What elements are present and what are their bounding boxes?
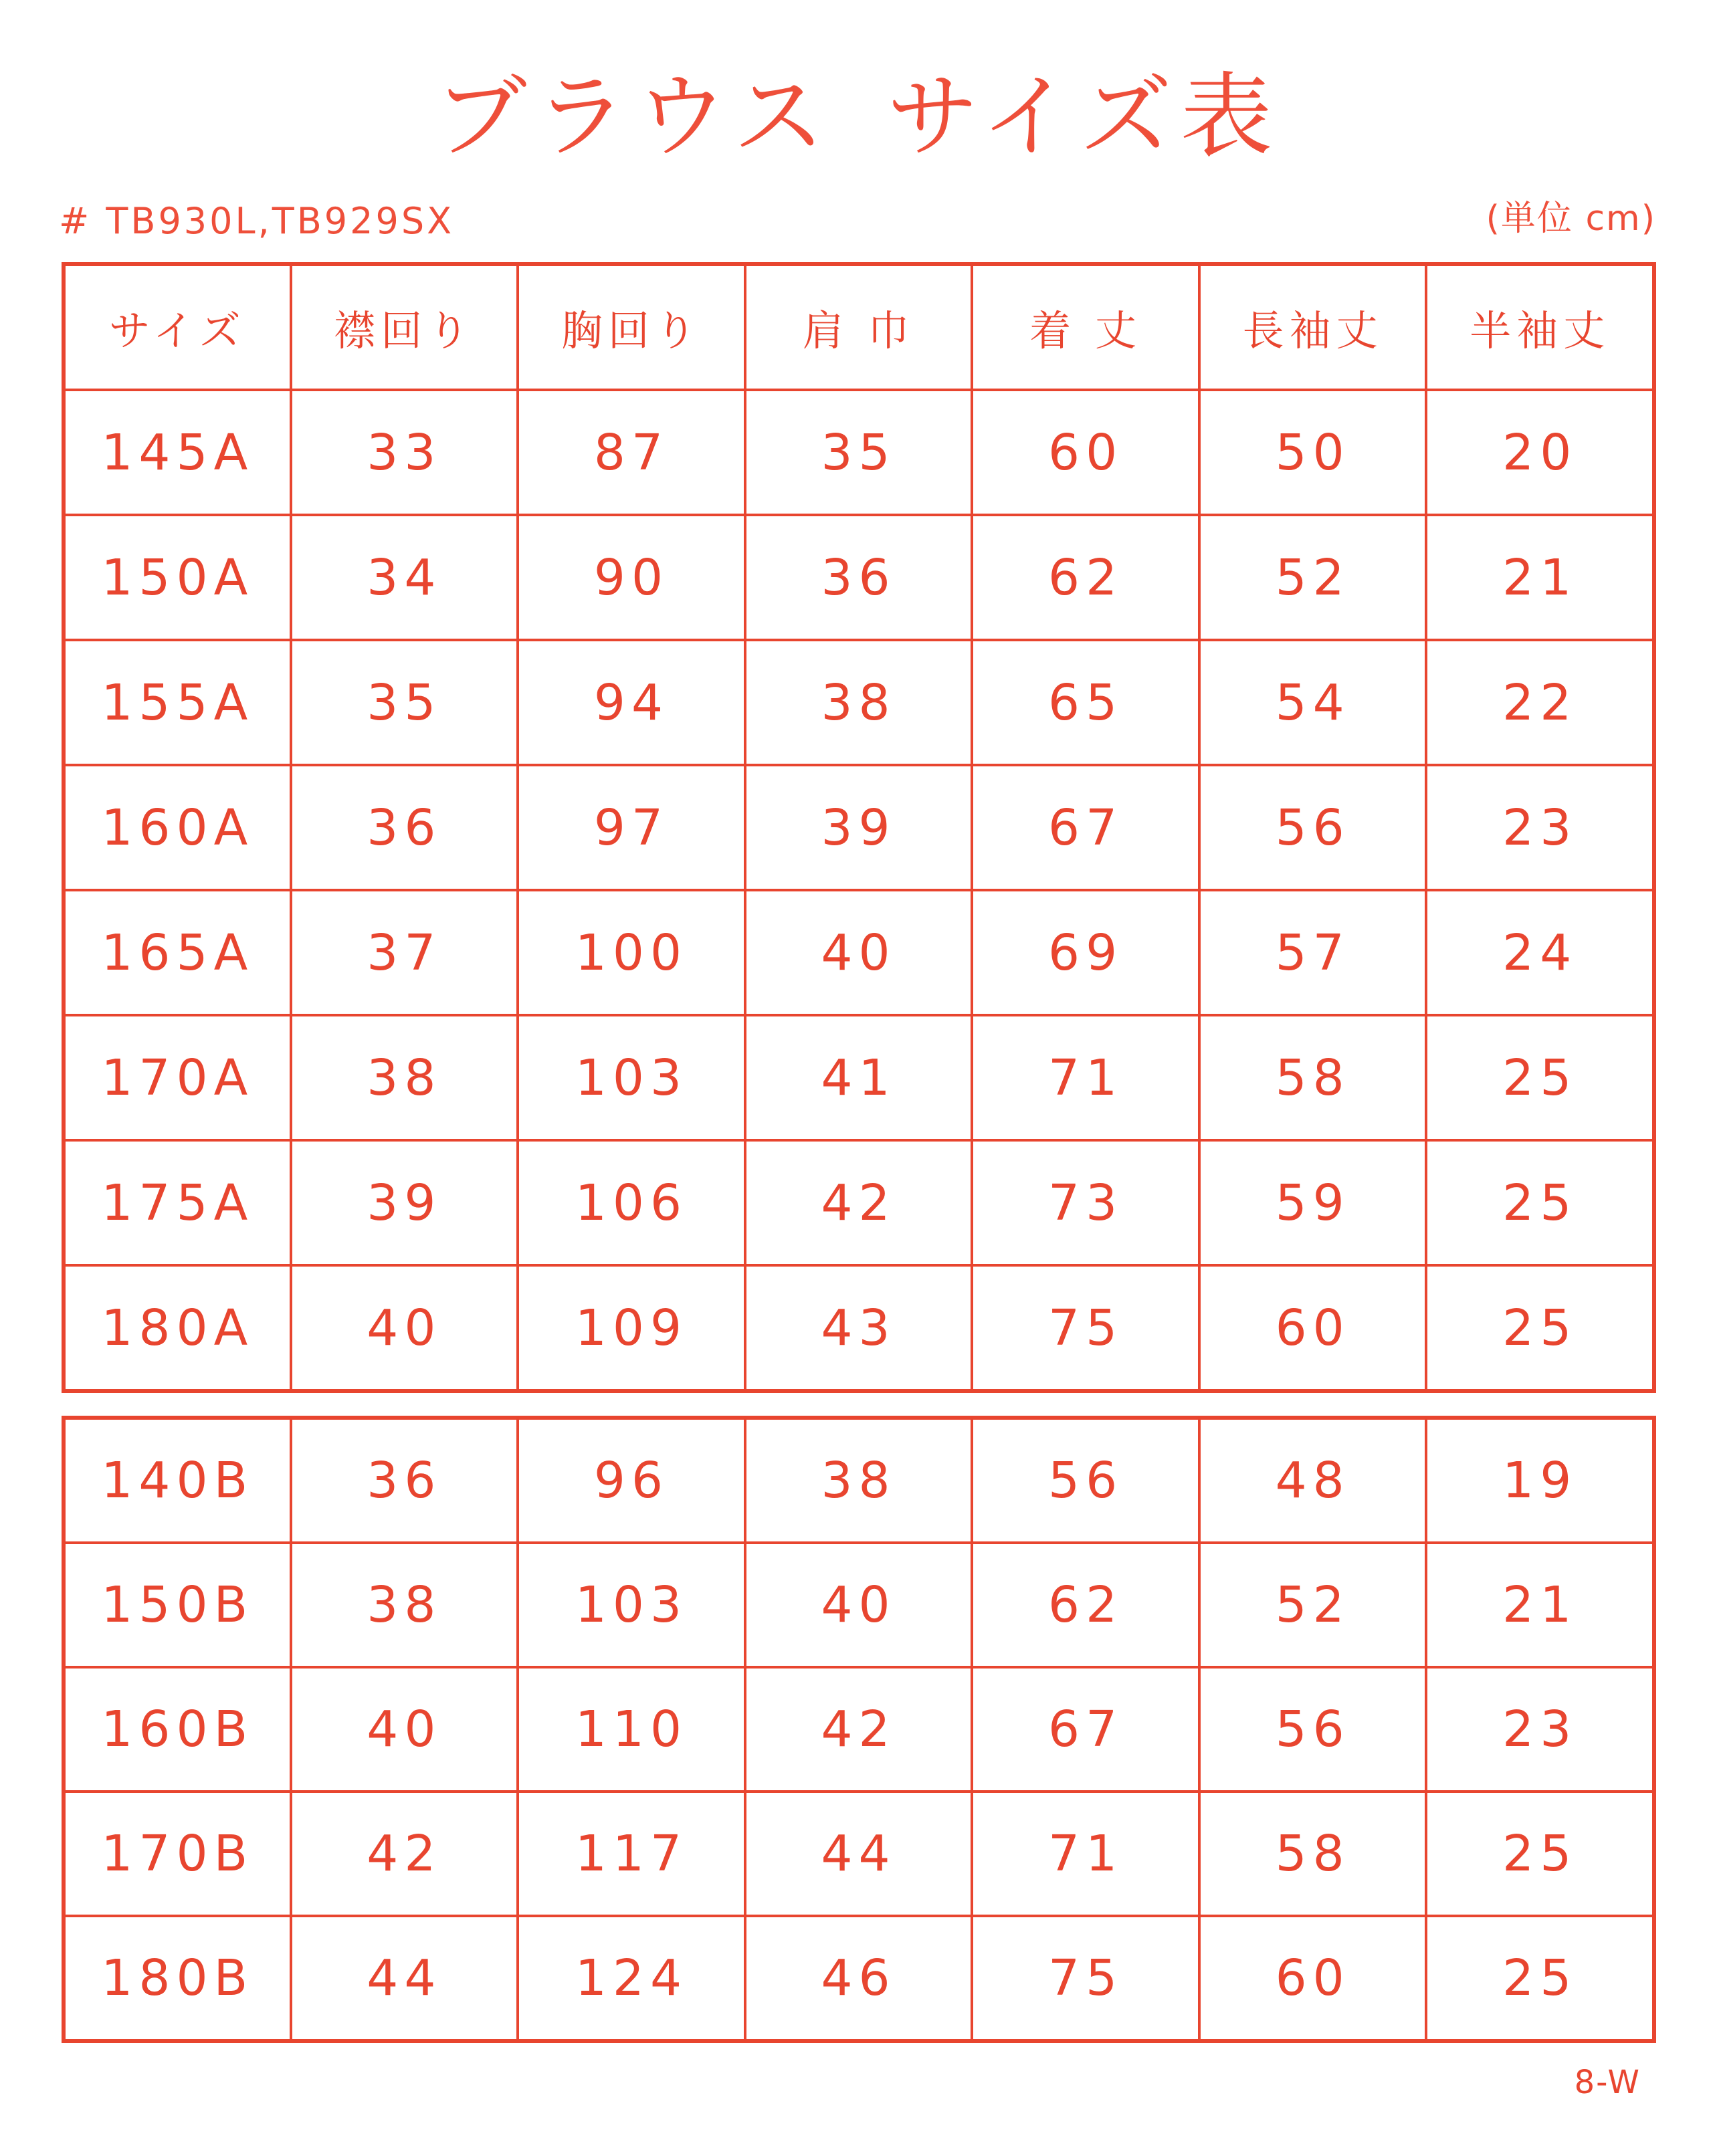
measurement-cell: 42 <box>745 1667 973 1792</box>
measurement-cell: 62 <box>972 1543 1199 1667</box>
table-row <box>64 515 1654 640</box>
measurement-cell: 75 <box>972 1265 1199 1391</box>
size-cell: 150A <box>64 515 291 640</box>
measurement-cell: 103 <box>518 1543 745 1667</box>
size-cell: 165A <box>64 890 291 1015</box>
model-numbers: # TB930L,TB929SX <box>59 200 455 242</box>
measurement-cell: 38 <box>291 1015 518 1140</box>
table-a-body <box>64 390 1654 1391</box>
table-row <box>64 1140 1654 1265</box>
table-row <box>64 1265 1654 1391</box>
size-table-b <box>62 1416 1656 2043</box>
measurement-cell: 35 <box>291 640 518 765</box>
table-row <box>64 1418 1654 1543</box>
measurement-cell: 69 <box>972 890 1199 1015</box>
measurement-cell: 42 <box>745 1140 973 1265</box>
measurement-cell: 37 <box>291 890 518 1015</box>
measurement-cell: 56 <box>1199 765 1427 890</box>
measurement-cell: 87 <box>518 390 745 515</box>
measurement-cell: 96 <box>518 1418 745 1543</box>
table-row <box>64 1667 1654 1792</box>
table-row <box>64 765 1654 890</box>
measurement-cell: 97 <box>518 765 745 890</box>
measurement-cell: 71 <box>972 1015 1199 1140</box>
table-row <box>64 1916 1654 2041</box>
measurement-cell: 59 <box>1199 1140 1427 1265</box>
measurement-cell: 52 <box>1199 1543 1427 1667</box>
header-row <box>64 264 1654 390</box>
measurement-cell: 75 <box>972 1916 1199 2041</box>
measurement-cell: 40 <box>291 1265 518 1391</box>
measurement-cell: 124 <box>518 1916 745 2041</box>
header-cell: 胸回り <box>518 264 745 390</box>
measurement-cell: 33 <box>291 390 518 515</box>
measurement-cell: 117 <box>518 1792 745 1916</box>
measurement-cell: 103 <box>518 1015 745 1140</box>
size-cell: 180B <box>64 1916 291 2041</box>
measurement-cell: 21 <box>1426 515 1654 640</box>
table-row <box>64 1015 1654 1140</box>
measurement-cell: 52 <box>1199 515 1427 640</box>
measurement-cell: 58 <box>1199 1792 1427 1916</box>
measurement-cell: 21 <box>1426 1543 1654 1667</box>
corner-code: 8-W <box>1574 2064 1641 2101</box>
size-table-a <box>62 262 1656 1393</box>
measurement-cell: 106 <box>518 1140 745 1265</box>
measurement-cell: 24 <box>1426 890 1654 1015</box>
measurement-cell: 110 <box>518 1667 745 1792</box>
measurement-cell: 36 <box>291 765 518 890</box>
header-cell: サイズ <box>64 264 291 390</box>
size-cell: 145A <box>64 390 291 515</box>
measurement-cell: 50 <box>1199 390 1427 515</box>
table-row <box>64 1792 1654 1916</box>
measurement-cell: 94 <box>518 640 745 765</box>
title-blouse: ブラウス <box>434 63 833 171</box>
measurement-cell: 22 <box>1426 640 1654 765</box>
measurement-cell: 58 <box>1199 1015 1427 1140</box>
measurement-cell: 56 <box>1199 1667 1427 1792</box>
measurement-cell: 48 <box>1199 1418 1427 1543</box>
header-cell: 半袖丈 <box>1426 264 1654 390</box>
size-cell: 160A <box>64 765 291 890</box>
measurement-cell: 38 <box>745 640 973 765</box>
measurement-cell: 40 <box>291 1667 518 1792</box>
unit-note: (単位 cm) <box>1486 199 1656 239</box>
size-cell: 140B <box>64 1418 291 1543</box>
size-cell: 160B <box>64 1667 291 1792</box>
measurement-cell: 57 <box>1199 890 1427 1015</box>
measurement-cell: 25 <box>1426 1916 1654 2041</box>
measurement-cell: 38 <box>291 1543 518 1667</box>
measurement-cell: 90 <box>518 515 745 640</box>
measurement-cell: 54 <box>1199 640 1427 765</box>
measurement-cell: 67 <box>972 1667 1199 1792</box>
measurement-cell: 23 <box>1426 765 1654 890</box>
measurement-cell: 56 <box>972 1418 1199 1543</box>
measurement-cell: 60 <box>1199 1265 1427 1391</box>
size-cell: 175A <box>64 1140 291 1265</box>
table-b-body <box>64 1418 1654 2041</box>
measurement-cell: 38 <box>745 1418 973 1543</box>
measurement-cell: 44 <box>745 1792 973 1916</box>
measurement-cell: 34 <box>291 515 518 640</box>
measurement-cell: 25 <box>1426 1265 1654 1391</box>
measurement-cell: 40 <box>745 890 973 1015</box>
measurement-cell: 73 <box>972 1140 1199 1265</box>
measurement-cell: 25 <box>1426 1792 1654 1916</box>
measurement-cell: 20 <box>1426 390 1654 515</box>
size-cell: 170B <box>64 1792 291 1916</box>
measurement-cell: 19 <box>1426 1418 1654 1543</box>
title-size-chart: サイズ表 <box>886 63 1281 171</box>
measurement-cell: 39 <box>745 765 973 890</box>
table-row <box>64 1543 1654 1667</box>
measurement-cell: 23 <box>1426 1667 1654 1792</box>
measurement-cell: 71 <box>972 1792 1199 1916</box>
measurement-cell: 60 <box>1199 1916 1427 2041</box>
measurement-cell: 44 <box>291 1916 518 2041</box>
measurement-cell: 62 <box>972 515 1199 640</box>
size-cell: 150B <box>64 1543 291 1667</box>
header-cell: 長袖丈 <box>1199 264 1427 390</box>
measurement-cell: 36 <box>745 515 973 640</box>
measurement-cell: 25 <box>1426 1140 1654 1265</box>
measurement-cell: 67 <box>972 765 1199 890</box>
header-cell: 襟回り <box>291 264 518 390</box>
measurement-cell: 60 <box>972 390 1199 515</box>
size-cell: 170A <box>64 1015 291 1140</box>
measurement-cell: 46 <box>745 1916 973 2041</box>
header-cell: 肩 巾 <box>745 264 973 390</box>
table-row <box>64 390 1654 515</box>
measurement-cell: 41 <box>745 1015 973 1140</box>
measurement-cell: 40 <box>745 1543 973 1667</box>
measurement-cell: 42 <box>291 1792 518 1916</box>
table-row <box>64 640 1654 765</box>
table-row <box>64 890 1654 1015</box>
size-cell: 155A <box>64 640 291 765</box>
measurement-cell: 25 <box>1426 1015 1654 1140</box>
measurement-cell: 43 <box>745 1265 973 1391</box>
measurement-cell: 39 <box>291 1140 518 1265</box>
measurement-cell: 35 <box>745 390 973 515</box>
page-title <box>0 64 1715 171</box>
header-cell: 着 丈 <box>972 264 1199 390</box>
size-cell: 180A <box>64 1265 291 1391</box>
measurement-cell: 65 <box>972 640 1199 765</box>
measurement-cell: 109 <box>518 1265 745 1391</box>
measurement-cell: 36 <box>291 1418 518 1543</box>
measurement-cell: 100 <box>518 890 745 1015</box>
